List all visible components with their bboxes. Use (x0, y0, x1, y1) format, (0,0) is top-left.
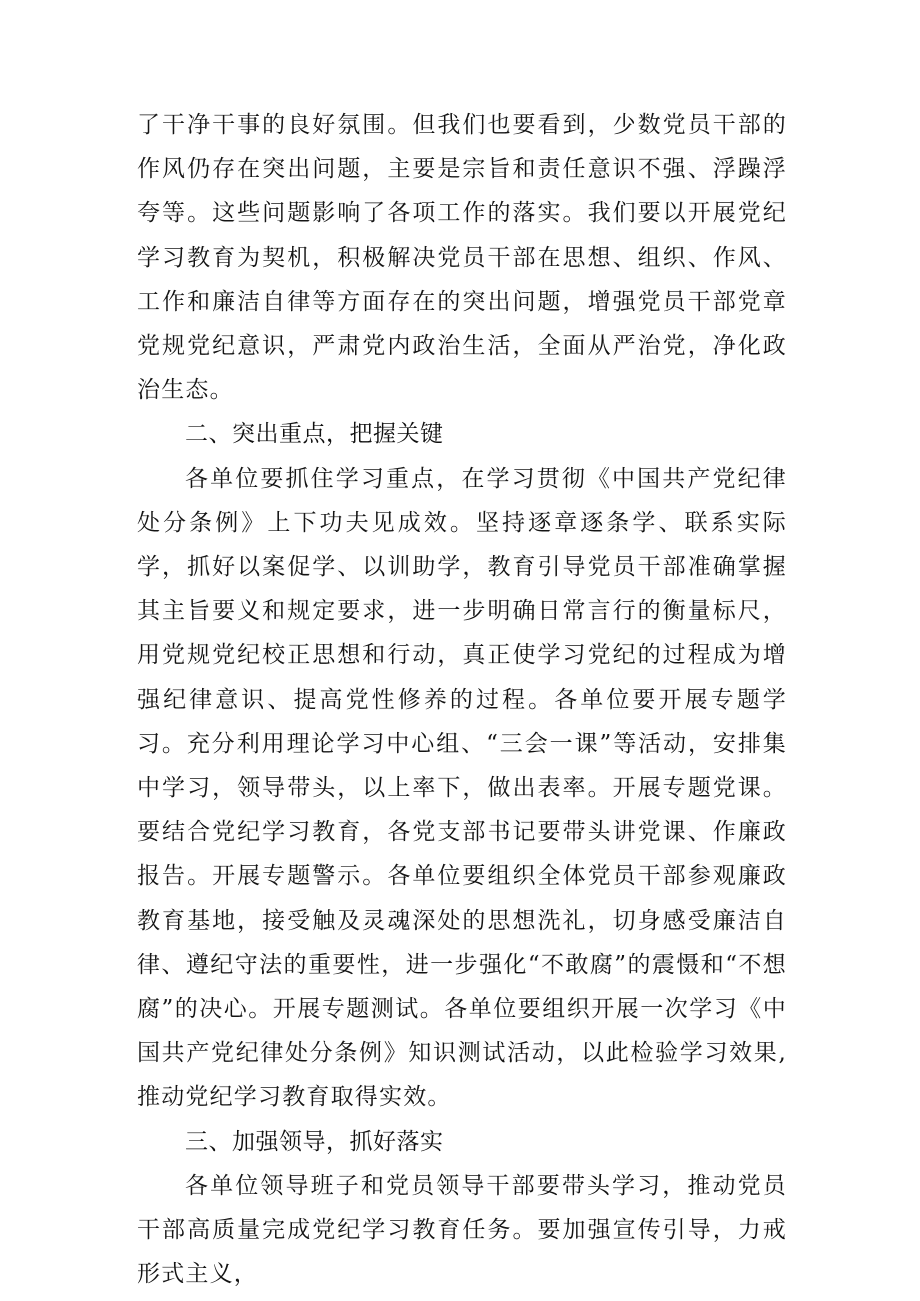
paragraph-section-3: 各单位领导班子和党员领导干部要带头学习，推动党员干部高质量完成党纪学习教育任务。要加强宣传引导，力戒形式主义， (137, 1172, 787, 1288)
paragraph-section-2: 各单位要抓住学习重点，在学习贯彻《中国共产党纪律处分条例》上下功夫见成效。坚持逐章逐条学、联系实际学，抓好以案促学、以训助学，教育引导党员干部准确掌握其主旨要义和规定要求，进一步明确日常言行的衡量标尺，用党规党纪校正思想和行动，真正使学习党纪的过程成为增强纪律意识、提高党性修养的过程。各单位要开展专题学习。充分利用理论学习中心组、“三会一课”等活动，安排集中学习，领导带头，以上率下，做出表率。开展专题党课。要结合党纪学习教育，各党支部书记要带头讲党课、作廉政报告。开展专题警示。各单位要组织全体党员干部参观廉政教育基地，接受触及灵魂深处的思想洗礼，切身感受廉洁自律、遵纪守法的重要性，进一步强化“不敢腐”的震慑和“不想腐”的决心。开展专题测试。各单位要组织开展一次学习《中国共产党纪律处分条例》知识测试活动，以此检验学习效果,推动党纪学习教育取得实效。 (137, 465, 787, 1111)
section-heading-3: 三、加强领导，抓好落实 (185, 1128, 444, 1155)
section-heading-2: 二、突出重点，把握关键 (185, 421, 444, 448)
paragraph-continued: 了干净干事的良好氛围。但我们也要看到，少数党员干部的作风仍存在突出问题，主要是宗旨和责任意识不强、浮躁浮夸等。这些问题影响了各项工作的落实。我们要以开展党纪学习教育为契机，积极解决党员干部在思想、组织、作风、工作和廉洁自律等方面存在的突出问题，增强党员干部党章党规党纪意识，严肃党内政治生活，全面从严治党，净化政治生态。 (137, 112, 787, 404)
document-page (137, 103, 787, 1296)
